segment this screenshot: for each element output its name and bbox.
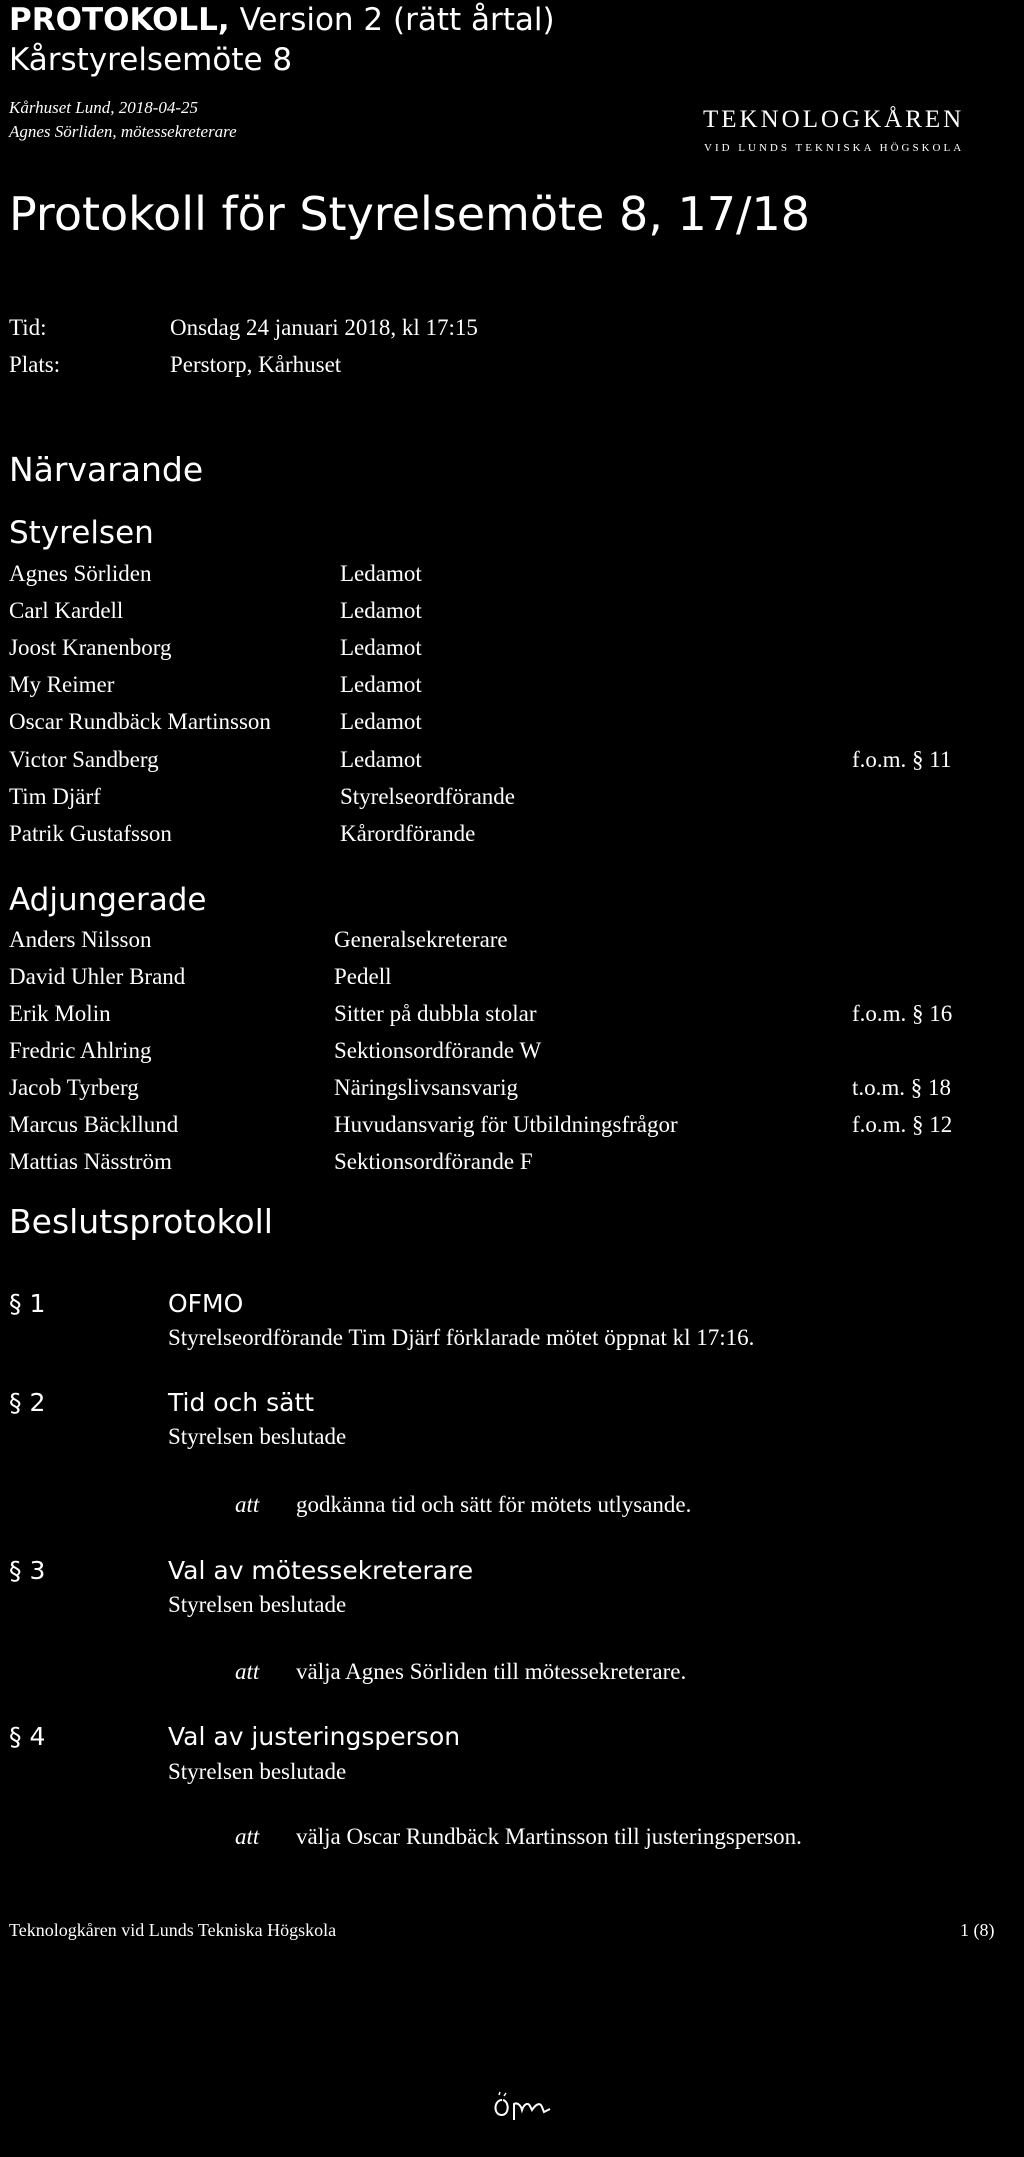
info-label-place: Plats: [9,352,61,377]
document-subtitle: Kårstyrelsemöte 8 [9,42,293,78]
member-name: My Reimer [9,672,115,697]
member-name: Jacob Tyrberg [9,1075,139,1100]
member-name: Marcus Bäckllund [9,1112,179,1137]
document-title-rest: Version 2 (rätt årtal) [229,2,555,38]
member-role: Sektionsordförande F [334,1149,533,1174]
attendance-heading: Närvarande [9,450,204,489]
member-note: t.o.m. § 18 [852,1075,952,1100]
member-name: Erik Molin [9,1001,111,1026]
meta-secretary: Agnes Sörliden, mötessekreterare [9,122,237,141]
att-text: välja Agnes Sörliden till mötessekreterare. [296,1659,687,1684]
member-role: Sitter på dubbla stolar [334,1001,537,1026]
member-note: f.o.m. § 16 [852,1001,953,1026]
member-name: Agnes Sörliden [9,561,152,586]
footer-organization: Teknologkåren vid Lunds Tekniska Högskola [9,1920,337,1940]
meta-location-date: Kårhuset Lund, 2018-04-25 [9,98,199,117]
att-text: godkänna tid och sätt för mötets utlysande. [296,1492,692,1517]
member-role: Generalsekreterare [334,927,508,952]
item-body: Styrelsen beslutade [168,1759,347,1784]
member-role: Näringslivsansvarig [334,1075,518,1100]
board-heading: Styrelsen [9,515,154,551]
member-note: f.o.m. § 12 [852,1112,953,1137]
member-name: Joost Kranenborg [9,635,172,660]
item-body: Styrelseordförande Tim Djärf förklarade mötet öppnat kl 17:16. [168,1325,755,1350]
member-role: Sektionsordförande W [334,1038,542,1063]
member-name: Victor Sandberg [9,747,159,772]
member-role: Ledamot [340,747,422,772]
member-name: Oscar Rundbäck Martinsson [9,709,271,734]
att-keyword: att [235,1659,260,1684]
paragraph-number: § 3 [9,1556,46,1585]
org-logo-subtitle: VID LUNDS TEKNISKA HÖGSKOLA [704,142,965,154]
paragraph-number: § 4 [9,1722,46,1751]
paragraph-number: § 1 [9,1289,46,1318]
item-title: Val av justeringsperson [168,1722,461,1751]
member-name: Tim Djärf [9,784,101,809]
member-role: Ledamot [340,672,422,697]
member-role: Ledamot [340,598,422,623]
member-name: Patrik Gustafsson [9,821,172,846]
item-body: Styrelsen beslutade [168,1592,347,1617]
member-role: Huvudansvarig för Utbildningsfrågor [334,1112,678,1137]
member-name: Anders Nilsson [9,927,152,952]
member-role: Ledamot [340,635,422,660]
adjunct-heading: Adjungerade [9,882,207,918]
decisions-heading: Beslutsprotokoll [9,1202,273,1241]
info-value-time: Onsdag 24 januari 2018, kl 17:15 [170,315,478,340]
att-text: välja Oscar Rundbäck Martinsson till justeringsperson. [296,1824,802,1849]
member-note: f.o.m. § 11 [852,747,952,772]
handwritten-initials-icon [490,2090,560,2129]
member-role: Styrelseordförande [340,784,515,809]
item-title: Val av mötessekreterare [168,1556,474,1585]
item-title: OFMO [168,1289,244,1318]
page-number: 1 (8) [960,1920,995,1940]
member-role: Ledamot [340,561,422,586]
org-logo-name: TEKNOLOGKÅREN [703,106,965,133]
member-name: David Uhler Brand [9,964,186,989]
item-body: Styrelsen beslutade [168,1424,347,1449]
member-role: Kårordförande [340,821,476,846]
item-title: Tid och sätt [168,1388,315,1417]
member-role: Pedell [334,964,392,989]
page-title: Protokoll för Styrelsemöte 8, 17/18 [9,187,811,241]
member-name: Mattias Näsström [9,1149,172,1174]
info-label-time: Tid: [9,315,47,340]
document-title [9,0,555,40]
member-name: Carl Kardell [9,598,124,623]
info-value-place: Perstorp, Kårhuset [170,352,342,377]
att-keyword: att [235,1492,260,1517]
att-keyword: att [235,1824,260,1849]
member-name: Fredric Ahlring [9,1038,152,1063]
document-title-bold: PROTOKOLL, [9,2,230,38]
member-role: Ledamot [340,709,422,734]
paragraph-number: § 2 [9,1388,46,1417]
